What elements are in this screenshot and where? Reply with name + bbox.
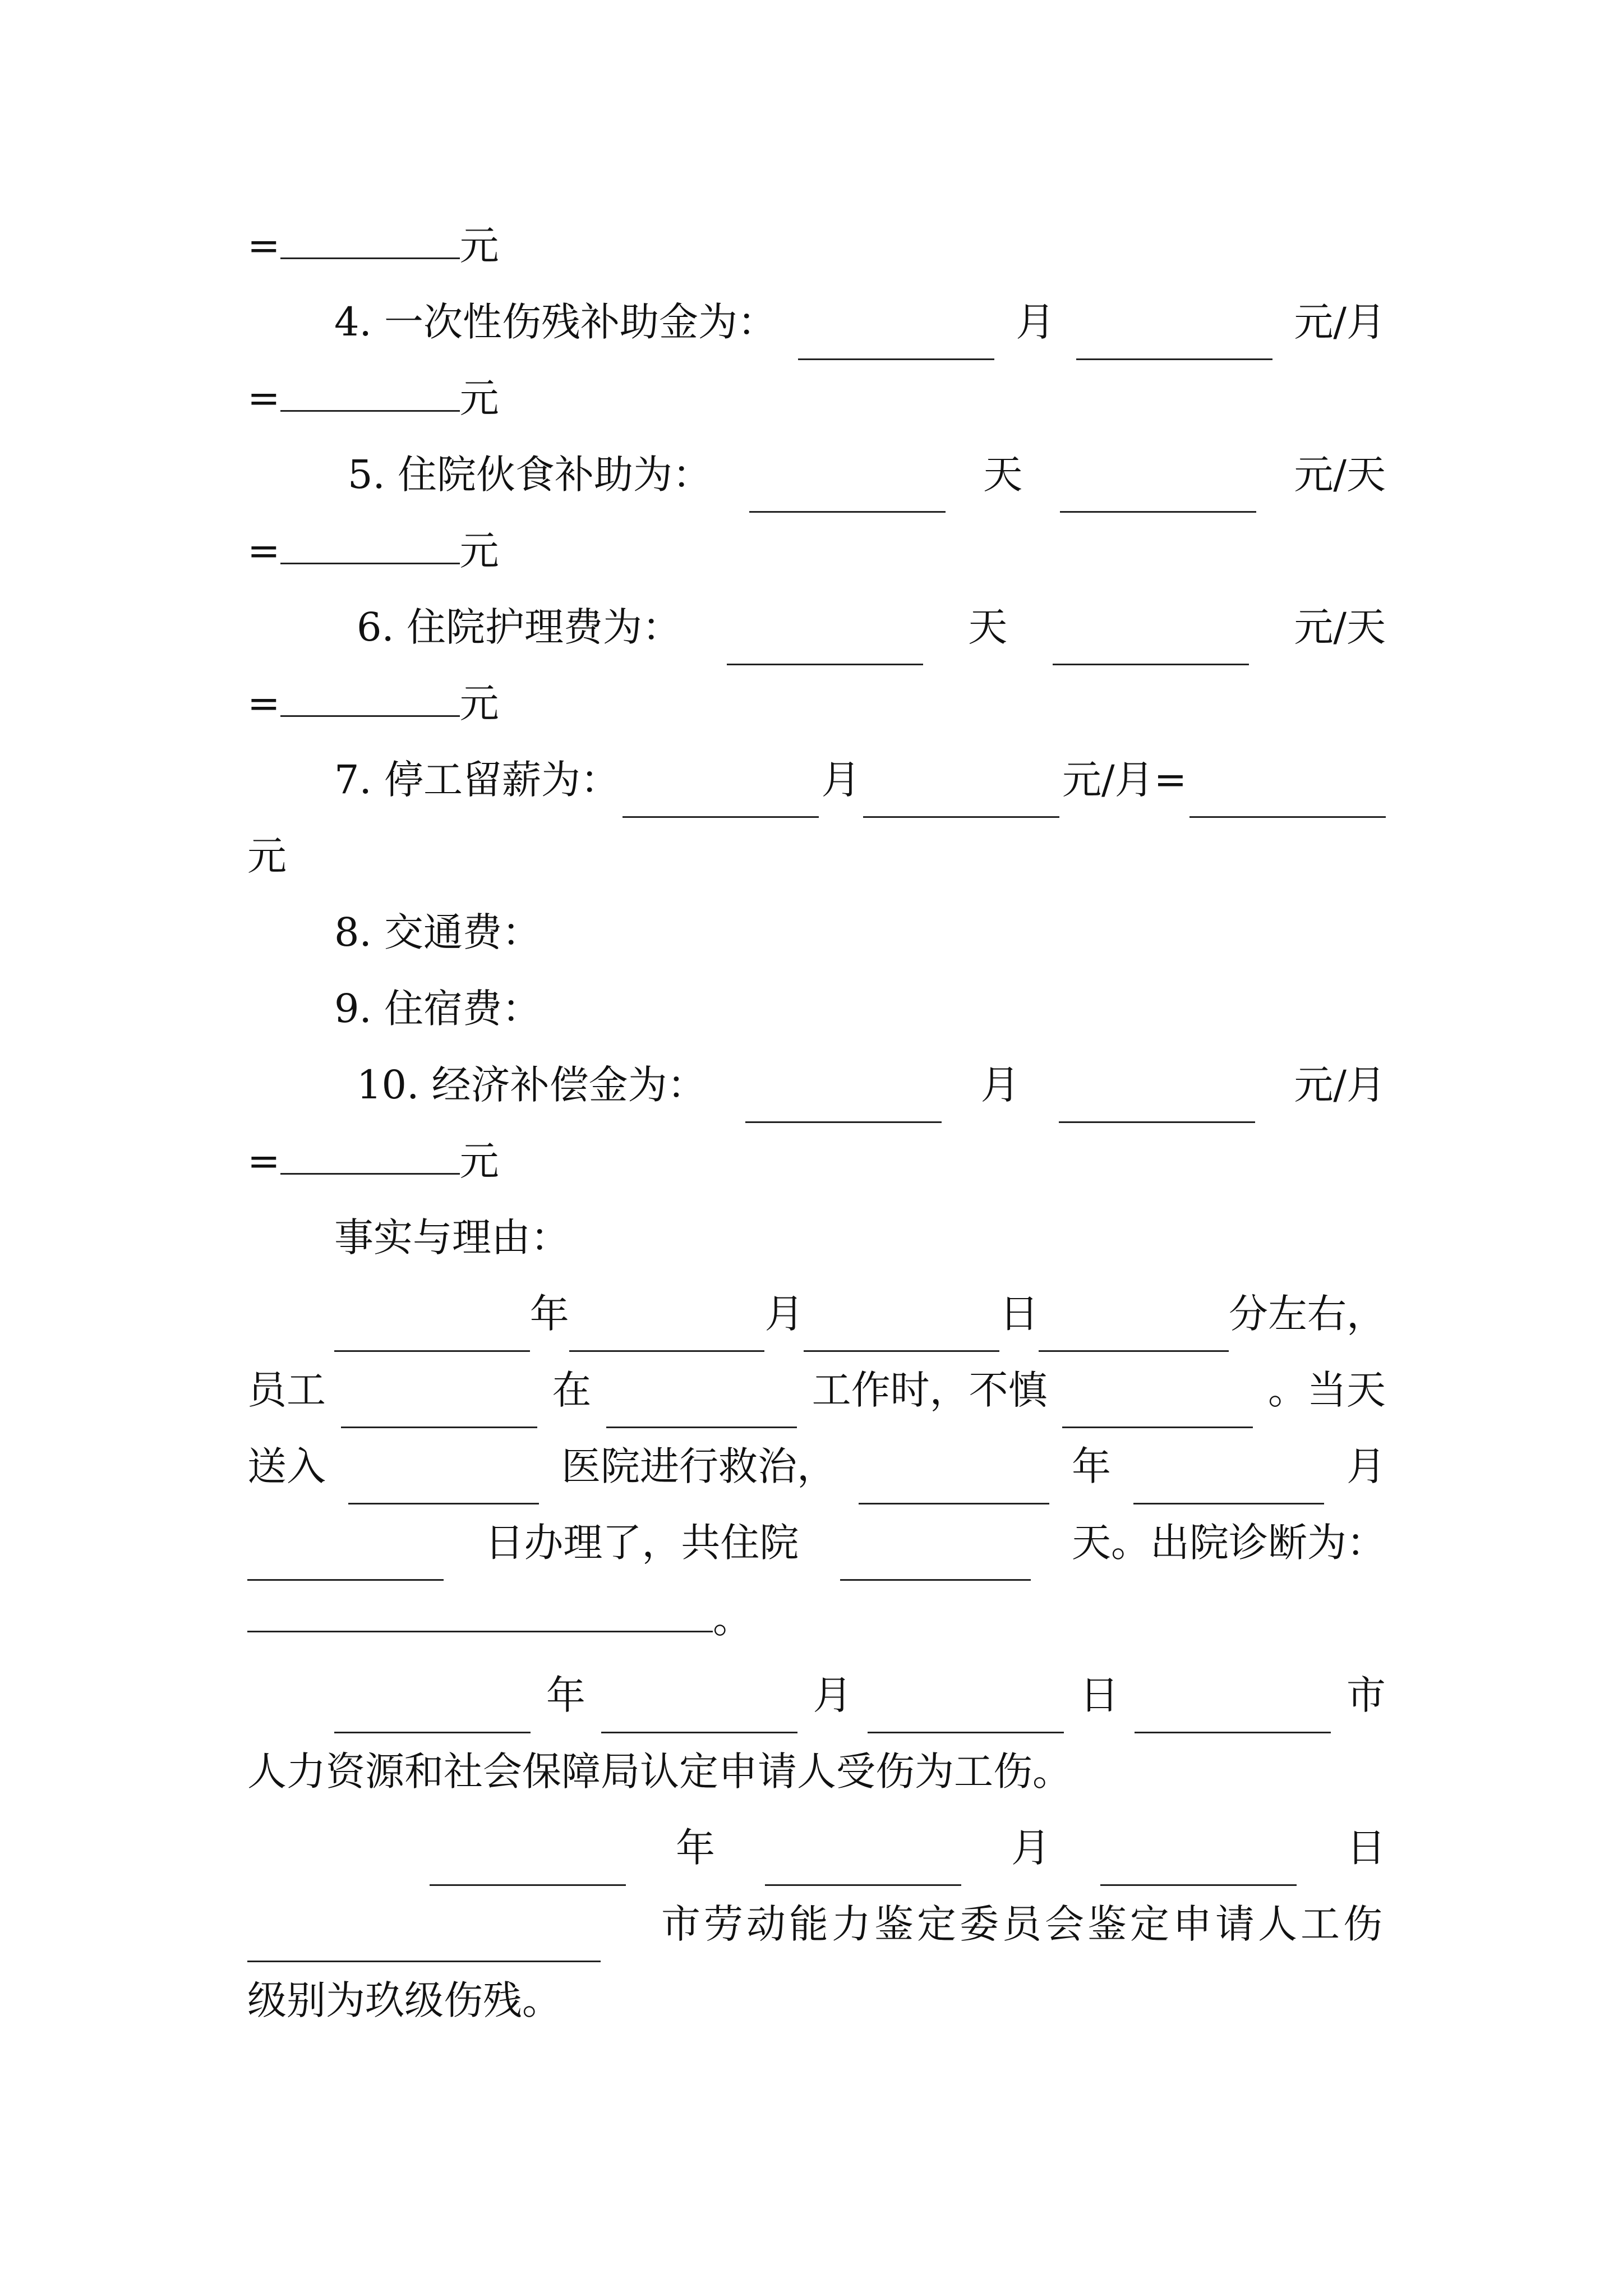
text: 年 — [1072, 1443, 1111, 1489]
unit-text: 天 — [983, 452, 1023, 498]
unit-text: 元 — [459, 528, 499, 574]
line-incident-time — [334, 1276, 1386, 1352]
unit-text: 元 — [459, 1138, 499, 1184]
unit-text: 元/月 — [1294, 299, 1386, 345]
item-label: 10. 经济补偿金为： — [357, 1062, 707, 1108]
blank-field[interactable] — [280, 1173, 460, 1175]
line-total-5 — [247, 1123, 1386, 1199]
text: 送入 — [247, 1443, 326, 1489]
text: 年 — [546, 1672, 585, 1718]
line-diagnosis — [247, 1581, 1386, 1657]
text: 医院进行救治， — [561, 1443, 836, 1489]
line-recognition-date — [334, 1657, 1386, 1733]
line-appraisal-committee — [247, 1886, 1386, 1962]
unit-text: 元/天 — [1294, 452, 1386, 498]
equals-sign: = — [247, 223, 280, 269]
heading-text: 事实与理由： — [334, 1214, 570, 1260]
text: 员工 — [247, 1367, 326, 1413]
unit-text: 天 — [968, 604, 1008, 650]
text: 。 — [713, 1596, 752, 1642]
text: 月 — [1347, 1443, 1386, 1489]
line-disability-level — [247, 1962, 1386, 2039]
line-hospital — [247, 1428, 1386, 1504]
section-heading-facts — [334, 1199, 1386, 1276]
unit-text: 元/天 — [1294, 604, 1386, 650]
line-disability-subsidy — [334, 284, 1386, 360]
line-total-1 — [247, 208, 1386, 284]
blank-field[interactable] — [247, 1631, 713, 1632]
text: 。当天 — [1267, 1367, 1386, 1413]
line-total-4 — [247, 665, 1386, 742]
line-nursing-fee — [357, 589, 1386, 665]
text: 月 — [764, 1291, 804, 1337]
unit-text: 月 — [980, 1062, 1020, 1108]
item-label: 8. 交通费： — [334, 909, 542, 955]
text: 市 — [1346, 1672, 1386, 1718]
equals-sign: = — [247, 680, 280, 726]
line-suspended-salary — [334, 742, 1386, 818]
line-incident-employee — [247, 1352, 1386, 1428]
text: 人力资源和社会保障局认定申请人受伤为工伤。 — [247, 1749, 1072, 1795]
text: 日 — [1347, 1825, 1386, 1871]
text: 分左右， — [1228, 1291, 1386, 1337]
item-label: 6. 住院护理费为： — [357, 604, 682, 650]
item-label: 9. 住宿费： — [334, 986, 542, 1032]
line-meal-subsidy — [348, 436, 1386, 513]
blank-field[interactable] — [280, 410, 460, 412]
line-total-3 — [247, 513, 1386, 589]
unit-text: 元 — [459, 223, 499, 269]
equals-sign: = — [247, 1138, 280, 1184]
line-discharge — [247, 1504, 1386, 1581]
text: 工作时，不慎 — [811, 1367, 1048, 1413]
item-label: 7. 停工留薪为： — [334, 757, 620, 803]
unit-text: 元/月 — [1294, 1062, 1386, 1108]
equals-sign: = — [247, 375, 280, 421]
blank-field[interactable] — [280, 563, 460, 564]
line-unit — [247, 818, 1386, 894]
equals-sign: = — [247, 528, 280, 574]
text: 月 — [813, 1672, 852, 1718]
line-appraisal-date — [430, 1810, 1386, 1886]
text: 日 — [1080, 1672, 1119, 1718]
item-label: 5. 住院伙食补助为： — [348, 452, 712, 498]
unit-text: 元/月= — [1062, 757, 1187, 803]
unit-text: 月 — [821, 757, 861, 803]
text: 天。出院诊断为： — [1071, 1520, 1386, 1566]
blank-field[interactable] — [280, 715, 460, 717]
text: 年 — [676, 1825, 715, 1871]
text: 级别为玖级伤残。 — [247, 1977, 561, 2023]
text: 日 — [999, 1291, 1039, 1337]
line-recognition-text — [247, 1733, 1386, 1810]
blank-field[interactable] — [280, 257, 460, 259]
text: 月 — [1011, 1825, 1050, 1871]
text: 市劳动能力鉴定委员会鉴定申请人工伤 — [661, 1901, 1386, 1947]
item-label: 4. 一次性伤残补助金为： — [334, 299, 777, 345]
text: 年 — [529, 1291, 569, 1337]
unit-text: 元 — [459, 680, 499, 726]
unit-text: 月 — [1016, 299, 1055, 345]
line-transport-fee — [334, 894, 1386, 970]
line-total-2 — [247, 360, 1386, 436]
line-compensation — [357, 1047, 1386, 1123]
unit-text: 元 — [459, 375, 499, 421]
text: 日办理了，共住院 — [485, 1520, 799, 1566]
line-lodging-fee — [334, 970, 1386, 1047]
text: 在 — [552, 1367, 592, 1413]
unit-text: 元 — [247, 833, 287, 879]
